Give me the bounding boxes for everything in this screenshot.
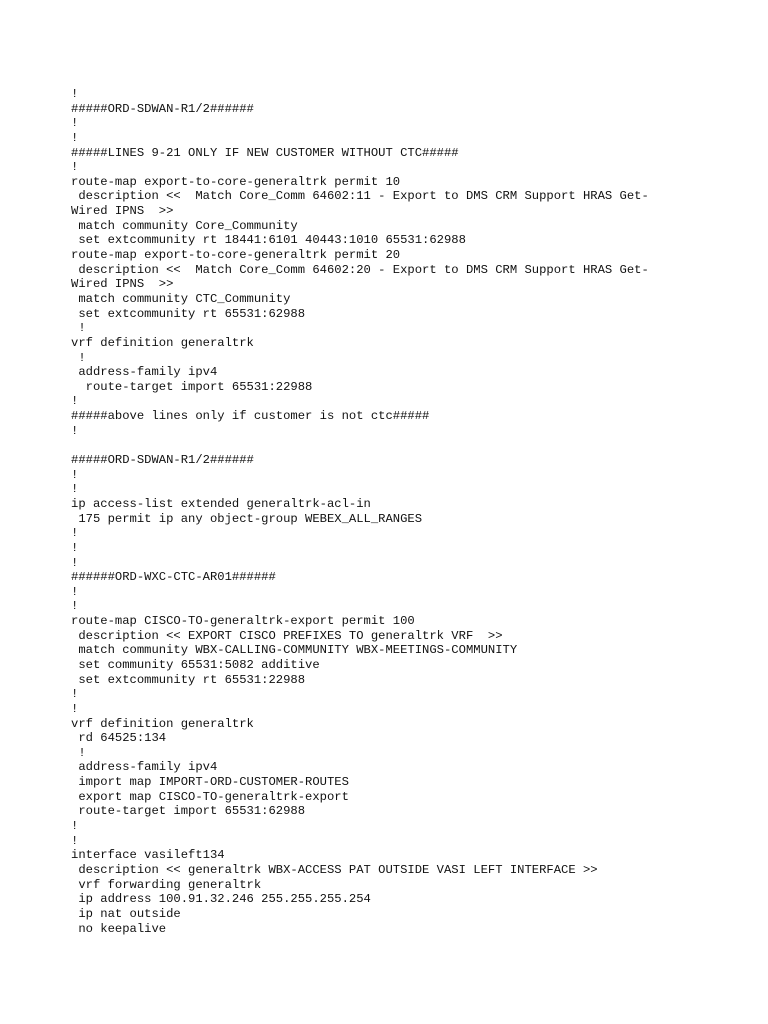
config-line: ! <box>71 482 79 497</box>
config-line: Wired IPNS >> <box>71 204 174 219</box>
config-line: ip access-list extended generaltrk-acl-in <box>71 496 371 511</box>
config-line: description << Match Core_Comm 64602:20 - Export to DMS CRM Support HRAS Get- <box>71 262 649 277</box>
config-line: ! <box>71 394 79 409</box>
config-line: route-map export-to-core-generaltrk permit 20 <box>71 248 401 263</box>
config-line: ! <box>71 160 79 175</box>
config-line <box>71 438 711 453</box>
config-line: match community CTC_Community <box>71 291 291 306</box>
config-line: description << Match Core_Comm 64602:11 - Export to DMS CRM Support HRAS Get- <box>71 189 649 204</box>
config-line: route-target import 65531:62988 <box>71 804 306 819</box>
config-line: #####ORD-SDWAN-R1/2###### <box>71 453 254 468</box>
config-line: ! <box>71 321 86 336</box>
config-line: route-map export-to-core-generaltrk permit 10 <box>71 174 401 189</box>
config-line: route-map CISCO-TO-generaltrk-export permit 100 <box>71 614 415 629</box>
config-line: ! <box>71 423 79 438</box>
config-line: address-family ipv4 <box>71 365 218 380</box>
config-line: match community Core_Community <box>71 218 298 233</box>
config-line: ! <box>71 701 79 716</box>
config-line: description << generaltrk WBX-ACCESS PAT OUTSIDE VASI LEFT INTERFACE >> <box>71 862 598 877</box>
config-line: address-family ipv4 <box>71 760 218 775</box>
config-line: ! <box>71 130 79 145</box>
config-line: ! <box>71 555 79 570</box>
config-line: ! <box>71 599 79 614</box>
config-line: rd 64525:134 <box>71 731 167 746</box>
config-line: ! <box>71 540 79 555</box>
config-line: import map IMPORT-ORD-CUSTOMER-ROUTES <box>71 775 349 790</box>
config-line: ip address 100.91.32.246 255.255.255.254 <box>71 892 371 907</box>
config-line: ! <box>71 350 86 365</box>
config-line: ! <box>71 833 79 848</box>
config-line: ######ORD-WXC-CTC-AR01###### <box>71 570 276 585</box>
config-line: set extcommunity rt 65531:22988 <box>71 672 306 687</box>
config-line: export map CISCO-TO-generaltrk-export <box>71 789 349 804</box>
config-line: vrf definition generaltrk <box>71 716 254 731</box>
config-line: ! <box>71 87 79 101</box>
config-line: vrf definition generaltrk <box>71 335 254 350</box>
config-line: interface vasileft134 <box>71 848 225 863</box>
config-line: #####above lines only if customer is not ctc##### <box>71 409 430 424</box>
config-line: no keepalive <box>71 921 167 936</box>
config-line: ! <box>71 584 79 599</box>
config-line: set extcommunity rt 18441:6101 40443:1010 65531:62988 <box>71 233 466 248</box>
config-line: set extcommunity rt 65531:62988 <box>71 306 306 321</box>
config-line: #####ORD-SDWAN-R1/2###### <box>71 101 254 116</box>
config-line: ! <box>71 467 79 482</box>
config-text <box>71 87 711 936</box>
config-line: Wired IPNS >> <box>71 277 174 292</box>
config-line: 175 permit ip any object-group WEBEX_ALL_RANGES <box>71 511 423 526</box>
config-line: ! <box>71 526 79 541</box>
config-line: ! <box>71 819 79 834</box>
config-line: vrf forwarding generaltrk <box>71 877 262 892</box>
config-line: match community WBX-CALLING-COMMUNITY WBX-MEETINGS-COMMUNITY <box>71 643 518 658</box>
config-line: #####LINES 9-21 ONLY IF NEW CUSTOMER WITHOUT CTC##### <box>71 145 459 160</box>
config-line: ! <box>71 687 79 702</box>
config-line: route-target import 65531:22988 <box>71 379 313 394</box>
config-line: description << EXPORT CISCO PREFIXES TO generaltrk VRF >> <box>71 628 503 643</box>
config-line: ip nat outside <box>71 906 181 921</box>
config-line: ! <box>71 745 86 760</box>
config-line: set community 65531:5082 additive <box>71 657 320 672</box>
config-line: ! <box>71 116 79 131</box>
